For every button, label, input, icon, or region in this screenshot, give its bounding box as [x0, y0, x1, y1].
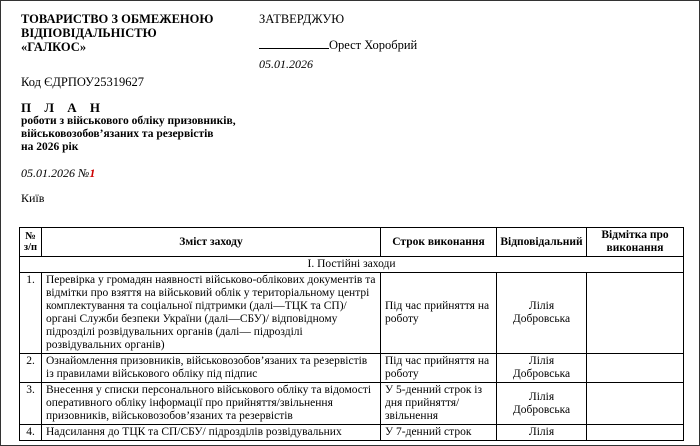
row-content: Перевірка у громадян наявності військово-облікових документів та відмітки про взяття на військовий облік у територіальному центрі комплектування та соціальної підтримки (далі—ТЦК та СП)/органі Служби безпеки України (далі—СБУ)/ відповідному підрозділі розвідувальних органів (далі— підрозділі розвідувальних органів) — [42, 273, 381, 354]
row-content: Внесення у списки персонального військового обліку та відомості оперативного обліку інформації про прийняття/звільнення призовників, військовозобов’язаних та резервістів — [42, 383, 381, 425]
row-term: У 5-денний строк із дня прийняття/звільнення — [381, 383, 497, 425]
row-mark — [587, 383, 684, 425]
row-responsible: Лілія Добровська — [497, 273, 587, 354]
plan-subtitle — [21, 115, 271, 154]
table-row — [20, 425, 684, 441]
city: Київ — [21, 191, 45, 205]
row-responsible: Лілія Добровська — [497, 354, 587, 383]
org-line-1: ТОВАРИСТВО З ОБМЕЖЕНОЮ — [21, 12, 214, 26]
row-mark — [587, 273, 684, 354]
table-row — [20, 383, 684, 425]
row-term: Під час прийняття на роботу — [381, 273, 497, 354]
approve-label: ЗАТВЕРДЖУЮ — [259, 12, 345, 26]
row-mark — [587, 354, 684, 383]
document-date: 05.01.2026 — [21, 166, 75, 180]
row-num: 3. — [20, 383, 42, 425]
header-mark: Відмітка про виконання — [587, 228, 684, 257]
row-num: 1. — [20, 273, 42, 354]
approve-signature — [259, 38, 417, 53]
document-number: 1 — [89, 166, 96, 180]
section-row — [20, 257, 684, 273]
organization-name — [21, 12, 251, 54]
plan-subtitle-line-1: роботи з військового обліку призовників, — [21, 115, 236, 127]
row-mark — [587, 425, 684, 441]
table-header-row — [20, 228, 684, 257]
row-content: Надсилання до ТЦК та СП/СБУ/ підрозділів розвідувальних — [42, 425, 381, 441]
row-term: У 7-денний строк — [381, 425, 497, 441]
plan-subtitle-line-2: військовозобов’язаних та резервістів — [21, 128, 214, 140]
table-row — [20, 354, 684, 383]
signature-blank — [259, 39, 329, 49]
header-term: Строк виконання — [381, 228, 497, 257]
header-responsible: Відповідальний — [497, 228, 587, 257]
row-term: Під час прийняття на роботу — [381, 354, 497, 383]
plan-title: П Л А Н — [21, 100, 106, 115]
plan-table — [19, 227, 684, 441]
org-line-3: «ГАЛКОС» — [21, 40, 87, 54]
row-content: Ознайомлення призовників, військовозобов’язаних та резервістів із правилами військового обліку під підпис — [42, 354, 381, 383]
row-num: 4. — [20, 425, 42, 441]
row-responsible: Лілія — [497, 425, 587, 441]
table-row — [20, 273, 684, 354]
approve-date: 05.01.2026 — [259, 57, 313, 71]
document-date-number — [21, 166, 95, 181]
edrpou-code: Код ЄДРПОУ25319627 — [21, 75, 145, 89]
section-title: І. Постійні заходи — [20, 257, 684, 273]
row-responsible: Лілія Добровська — [497, 383, 587, 425]
approve-signer: Орест Хоробрий — [329, 38, 418, 52]
header-num: № з/п — [20, 228, 42, 257]
header-content: Зміст заходу — [42, 228, 381, 257]
row-num: 2. — [20, 354, 42, 383]
plan-subtitle-line-3: на 2026 рік — [21, 141, 79, 153]
org-line-2: ВІДПОВІДАЛЬНІСТЮ — [21, 26, 157, 40]
number-sign: № — [78, 166, 90, 180]
